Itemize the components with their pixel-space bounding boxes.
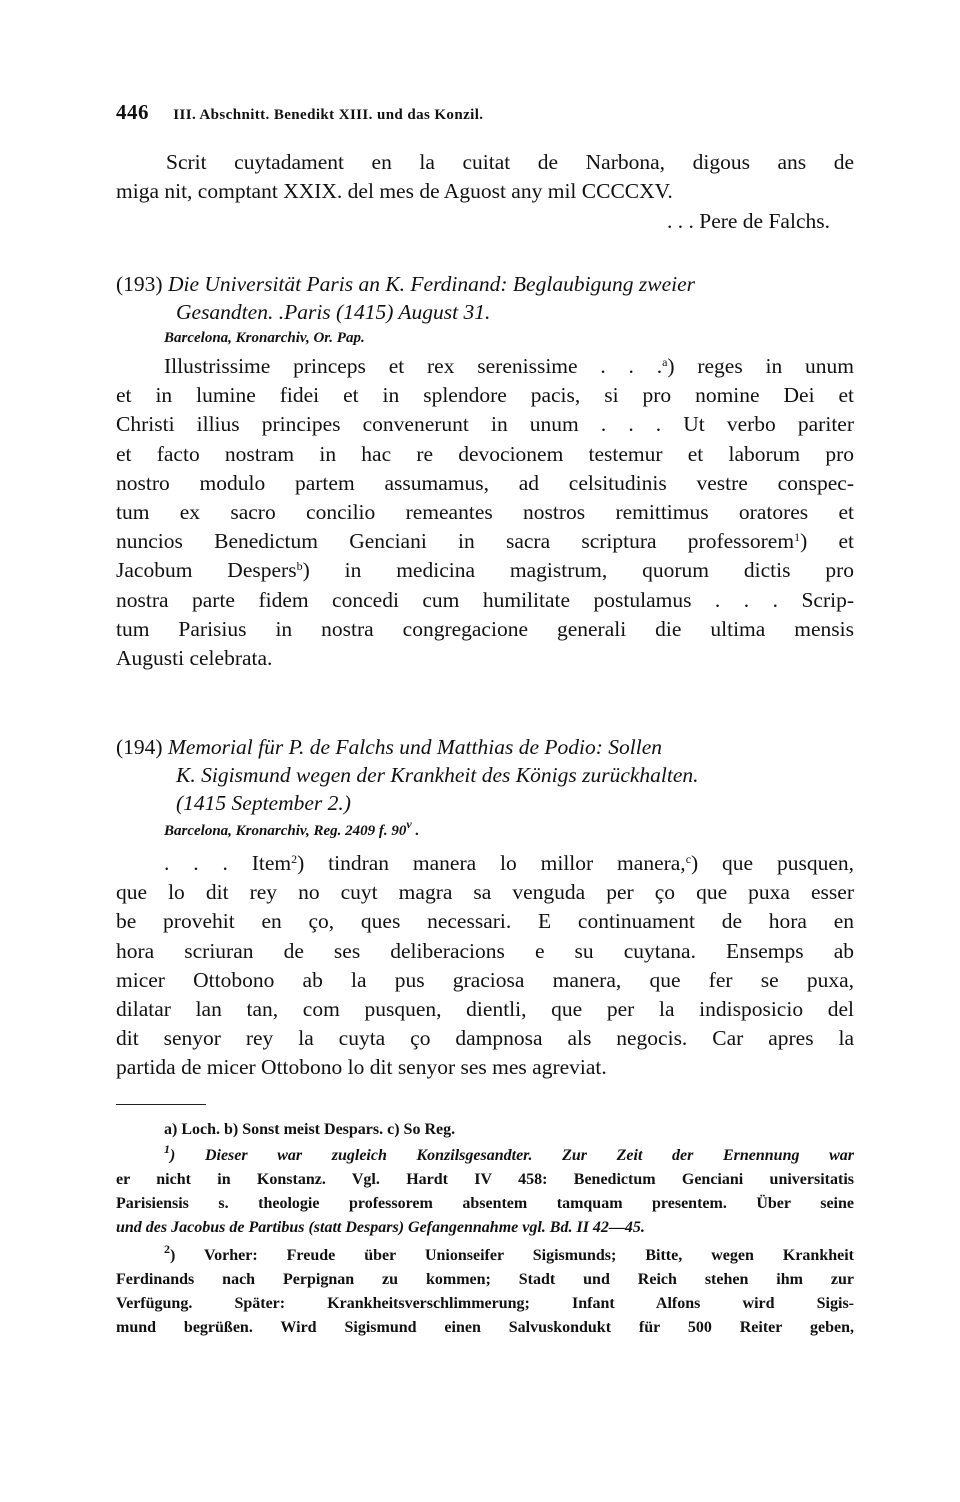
text-line: micer Ottobono ab la pus graciosa manera, que fer se puxa, (116, 967, 854, 992)
footnotes (116, 1118, 854, 1340)
text-line: Scrit cuytadament en la cuitat de Narbona, digous ans de (166, 150, 854, 174)
heading-line: Gesandten. .Paris (1415) August 31. (176, 300, 491, 324)
document-194 (116, 733, 854, 1083)
running-title: III. Abschnitt. Benedikt XIII. und das Konzil. (173, 107, 484, 123)
footnote-line: mund begrüßen. Wird Sigismund einen Salvuskondukt für 500 Reiter geben, (116, 1319, 854, 1336)
intro-section (116, 148, 854, 236)
note-mark: 1 (794, 530, 801, 545)
archive-reference: Barcelona, Kronarchiv, Or. Pap. (164, 330, 365, 346)
text-line: tum Parisius in nostra congregacione generali die ultima mensis (116, 616, 854, 641)
text-line: nostro modulo partem assumamus, ad celsitudinis vestre conspec- (116, 470, 854, 495)
heading-line: (1415 September 2.) (176, 791, 351, 815)
footnote-line: Verfügung. Später: Krankheitsverschlimmerung; Infant Alfons wird Sigis- (116, 1295, 854, 1312)
footnote-rule (116, 1104, 206, 1105)
footnote-line: und des Jacobus de Partibus (statt Despars) Gefangennahme vgl. Bd. II 42—45. (116, 1219, 645, 1236)
footnote-line: $^2$) Vorher: Freude über Unionseifer Sigismunds; Bitte, wegen Krankheit (164, 1242, 855, 1264)
doc-text (116, 849, 854, 1083)
document-193 (116, 270, 854, 673)
page-number: 446 (116, 100, 149, 124)
text-line: nostra parte fidem concedi cum humilitate postulamus . . . Scrip- (116, 587, 854, 612)
heading-line: Die Universität Paris an K. Ferdinand: Beglaubigung zweier (167, 272, 696, 296)
text-line: nuncios Benedictum Genciani in sacra scriptura professorem$^1$) et (116, 529, 854, 554)
doc-heading (116, 270, 854, 326)
archive-reference: Barcelona, Kronarchiv, Reg. 2409 f. 90$^v$ . (164, 817, 420, 839)
footnote-letters: a) Loch. b) Sonst meist Despars. c) So Reg. (164, 1121, 456, 1138)
text-line: que lo dit rey no cuyt magra sa venguda per ço que puxa esser (116, 880, 854, 905)
doc-number: (193) (116, 272, 163, 296)
text-line: miga nit, comptant XXIX. del mes de Aguost any mil CCCCXV. (116, 179, 673, 204)
note-mark: c (685, 852, 692, 866)
note-mark: b (296, 559, 303, 574)
signature: . . . Pere de Falchs. (666, 209, 830, 234)
note-mark: a (662, 355, 668, 369)
text-line: partida de micer Ottobono lo dit senyor ses mes agreviat. (116, 1055, 607, 1080)
doc-number: (194) (116, 735, 163, 759)
footnote-1 (116, 1144, 854, 1240)
text-line: et in lumine fidei et in splendore pacis, si pro nomine Dei et (116, 383, 854, 408)
footnote-line: er nicht in Konstanz. Vgl. Hardt IV 458: Benedictum Genciani universitatis (116, 1171, 854, 1188)
text-line: Christi illius principes convenerunt in unum . . . Ut verbo pariter (116, 412, 854, 437)
text-line: dilatar lan tan, com pusquen, dientli, que per la indisposicio del (116, 997, 854, 1022)
text-line: Jacobum Despers$^b$) in medicina magistrum, quorum dictis pro (116, 558, 854, 583)
intro-paragraph (116, 148, 854, 206)
note-mark: 2 (164, 1242, 170, 1256)
text-line: be provehit en ço, ques necessari. E continuament de hora en (116, 909, 854, 934)
note-mark: 2 (291, 852, 298, 866)
footnote-line: $^1$) Dieser war zugleich Konzilsgesandter. Zur Zeit der Ernennung war (164, 1142, 854, 1164)
text-line: et facto nostram in hac re devocionem testemur et laborum pro (116, 441, 854, 466)
footnote-line: Ferdinands nach Perpignan zu kommen; Stadt und Reich stehen ihm zur (116, 1271, 854, 1288)
footnote-2 (116, 1244, 854, 1340)
text-line: Augusti celebrata. (116, 646, 273, 671)
doc-heading (116, 733, 854, 817)
text-line: dit senyor rey la cuyta ço dampnosa als negocis. Car apres la (116, 1026, 854, 1051)
text-line: hora scriuran de ses deliberacions e su cuytana. Ensemps ab (116, 938, 854, 963)
text-line: . . . Item$^2$) tindran manera lo millor manera,$^c$) que pusquen, (164, 851, 854, 875)
text-line: tum ex sacro concilio remeantes nostros remittimus oratores et (116, 500, 854, 525)
doc-text (116, 352, 854, 673)
heading-line: Memorial für P. de Falchs und Matthias de Podio: Sollen (167, 735, 663, 759)
text-line: Illustrissime princeps et rex serenissime . . .$^a$) reges in unum (164, 354, 854, 378)
heading-line: K. Sigismund wegen der Krankheit des Königs zurückhalten. (176, 763, 699, 787)
note-mark: 1 (164, 1142, 170, 1156)
running-header (116, 100, 854, 125)
footnote-line: Parisiensis s. theologie professorem absentem tamquam presentem. Über seine (116, 1195, 854, 1212)
